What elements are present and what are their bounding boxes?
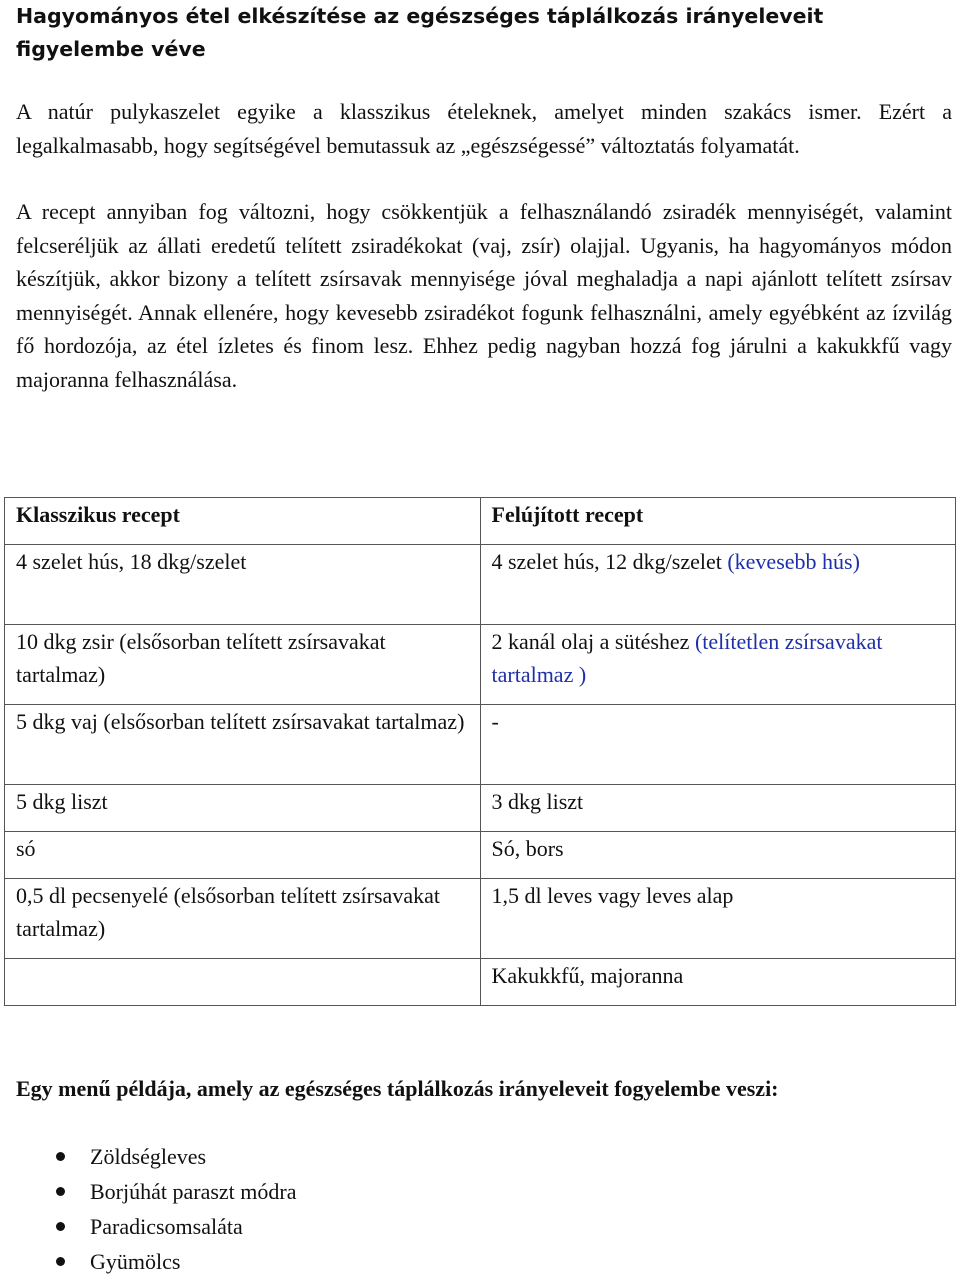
- table-row: [5, 785, 956, 832]
- header-renewed-recipe: Felújított recept: [480, 498, 956, 545]
- renewed-note: (kevesebb hús): [727, 549, 860, 574]
- renewed-note: (telítetlen zsírsavakat tartalmaz ): [491, 629, 883, 687]
- classic-cell: 4 szelet hús, 18 dkg/szelet: [5, 545, 481, 625]
- classic-cell: 5 dkg vaj (elsősorban telített zsírsavakat tartalmaz): [5, 705, 481, 785]
- bullet-icon: [56, 1257, 65, 1266]
- header-classic-recipe: Klasszikus recept: [5, 498, 481, 545]
- intro-paragraph: A natúr pulykaszelet egyike a klasszikus ételeknek, amelyet minden szakács ismer. Ezért a legalkalmasabb, hogy segítségével bemutassuk az „egészségessé” változtatás folyamatát.: [16, 99, 952, 158]
- renewed-cell: 1,5 dl leves vagy leves alap: [480, 879, 956, 959]
- menu-item-label: Paradicsomsaláta: [90, 1214, 243, 1239]
- classic-cell: 10 dkg zsir (elsősorban telített zsírsavakat tartalmaz): [5, 625, 481, 705]
- menu-item-label: Borjúhát paraszt módra: [90, 1179, 297, 1204]
- page-title: Hagyományos étel elkészítése az egészséges táplálkozás irányeleveit figyelembe véve: [16, 4, 824, 61]
- list-item: [56, 1139, 297, 1174]
- renewed-cell: [480, 545, 956, 625]
- table-row: [5, 545, 956, 625]
- menu-title: Egy menű példája, amely az egészséges táplálkozás irányeleveit fogyelembe veszi:: [16, 1076, 779, 1101]
- bullet-icon: [56, 1152, 65, 1161]
- menu-list: [56, 1139, 297, 1279]
- renewed-cell: [480, 625, 956, 705]
- classic-cell: 0,5 dl pecsenyelé (elsősorban telített zsírsavakat tartalmaz): [5, 879, 481, 959]
- table-row: [5, 705, 956, 785]
- table-row: [5, 879, 956, 959]
- recipe-comparison-table: [4, 497, 956, 1006]
- renewed-text: 4 szelet hús, 12 dkg/szelet: [491, 549, 728, 574]
- renewed-text: 2 kanál olaj a sütéshez: [491, 629, 695, 654]
- classic-cell: [5, 959, 481, 1006]
- list-item: [56, 1174, 297, 1209]
- classic-cell: só: [5, 832, 481, 879]
- bullet-icon: [56, 1187, 65, 1196]
- bullet-icon: [56, 1222, 65, 1231]
- classic-cell: 5 dkg liszt: [5, 785, 481, 832]
- table-row: [5, 959, 956, 1006]
- renewed-cell: Kakukkfű, majoranna: [480, 959, 956, 1006]
- table-row: [5, 625, 956, 705]
- body-paragraph: A recept annyiban fog változni, hogy csökkentjük a felhasználandó zsiradék mennyiségét, valamint felcseréljük az állati eredetű telített zsiradékokat (vaj, zsír) olajjal. Ugyanis, ha hagyományos módon készítjük, akkor bizony a telített zsírsavak mennyisége jóval meghaladja a napi ajánlott telített zsírsav mennyiségét. Annak ellenére, hogy kevesebb zsiradékot fogunk felhasználni, amely egyébként az ízvilág fő hordozója, az étel ízletes és finom lesz. Ehhez pedig nagyban hozzá fog járulni a kakukkfű vagy majoranna felhasználása.: [16, 199, 952, 392]
- table-header-row: [5, 498, 956, 545]
- renewed-cell: -: [480, 705, 956, 785]
- list-item: [56, 1244, 297, 1279]
- menu-item-label: Gyümölcs: [90, 1249, 181, 1274]
- renewed-cell: 3 dkg liszt: [480, 785, 956, 832]
- renewed-cell: Só, bors: [480, 832, 956, 879]
- table-row: [5, 832, 956, 879]
- list-item: [56, 1209, 297, 1244]
- menu-item-label: Zöldségleves: [90, 1144, 207, 1169]
